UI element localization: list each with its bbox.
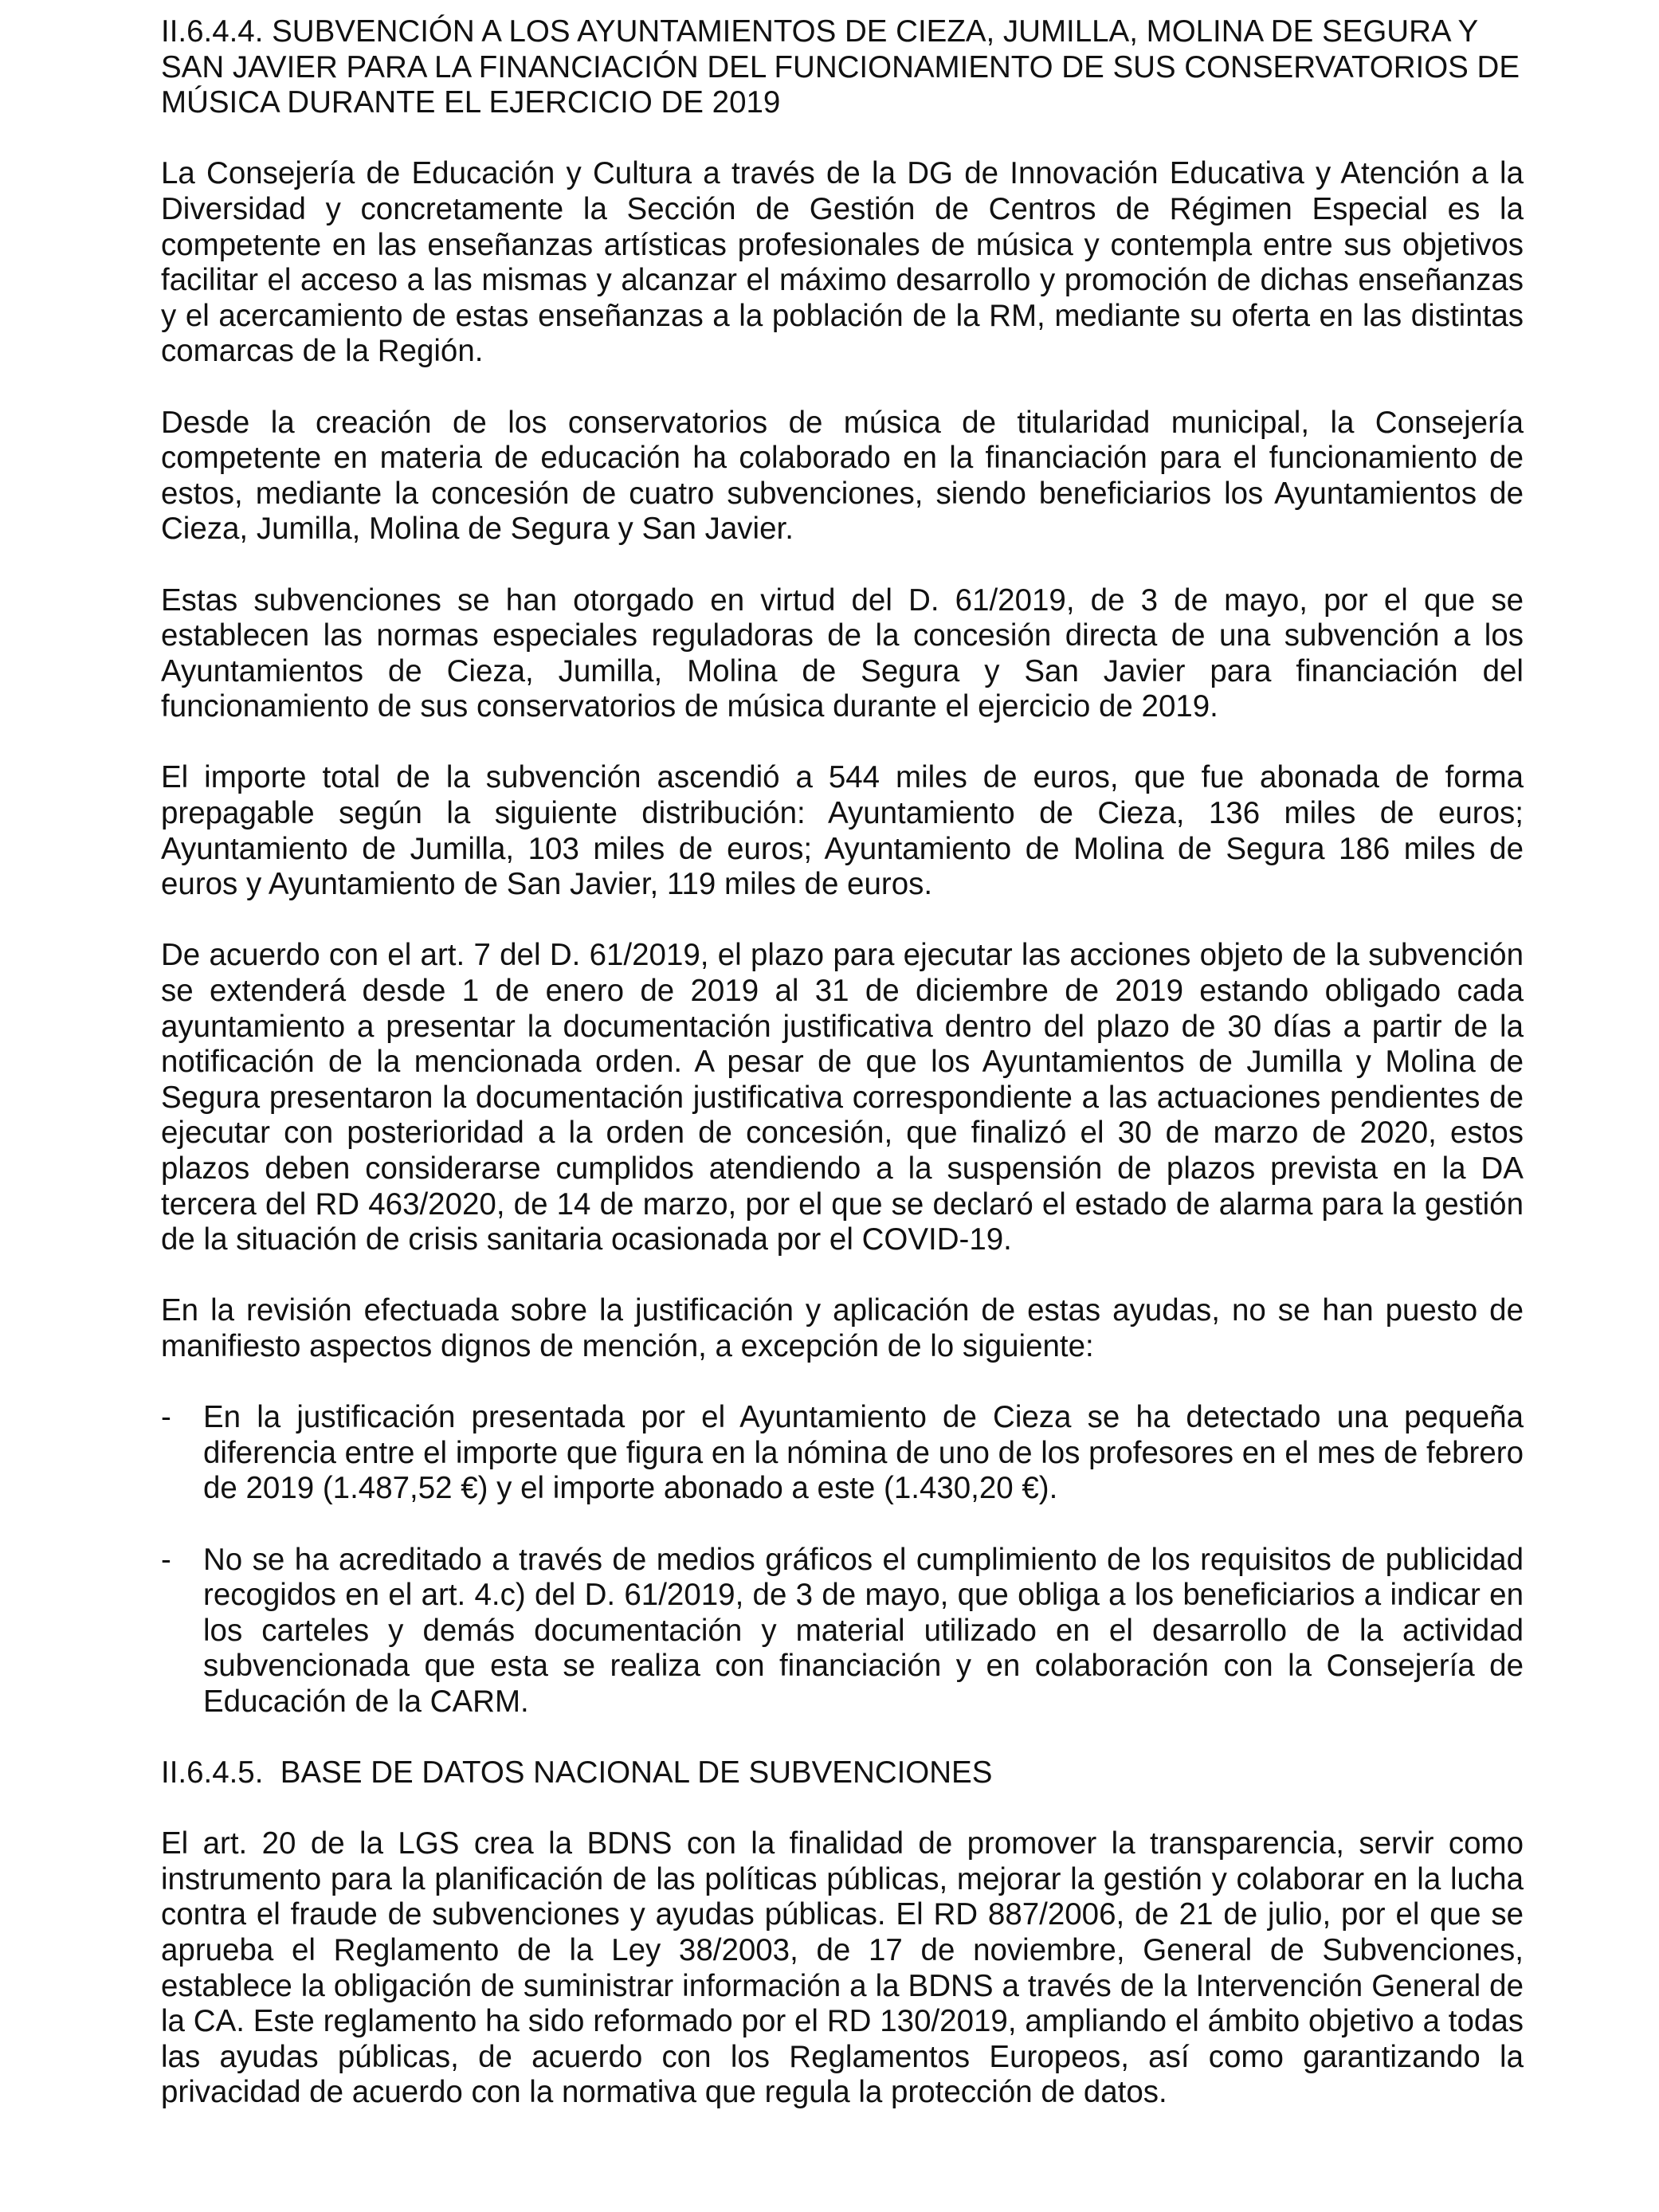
list-item-cieza-nomina: [161, 1400, 1524, 1507]
paragraph-bdns: El art. 20 de la LGS crea la BDNS con la finalidad de promover la transparencia, servir como instrumento para la planificación de las políticas públicas, mejorar la gestión y colaborar en la lucha contra el fraude de subvenciones y ayudas públicas. El RD 887/2006, de 21 de julio, por el que se aprueba el Reglamento de la Ley 38/2003, de 17 de noviembre, General de Subvenciones, establece la obligación de suministrar información a la BDNS a través de la Intervención General de la CA. Este reglamento ha sido reformado por el RD 130/2019, ampliando el ámbito objetivo a todas las ayudas públicas, de acuerdo con los Reglamentos Europeos, así como garantizando la privacidad de acuerdo con la normativa que regula la protección de datos.: [161, 1826, 1524, 2110]
spacer: [161, 725, 1524, 761]
section-heading-ii-6-4-5: II.6.4.5. BASE DE DATOS NACIONAL DE SUBVENCIONES: [161, 1755, 993, 1790]
bullet-text: No se ha acreditado a través de medios gráficos el cumplimiento de los requisitos de publicidad recogidos en el art. 4.c) del D. 61/2019, de 3 de mayo, que obliga a los beneficiarios a indicar en los carteles y demás documentación y material utilizado en el desarrollo de la actividad subvencionada que esta se realiza con financiación y en colaboración con la Consejería de Educación de la CARM.: [203, 1542, 1524, 1719]
spacer: [161, 903, 1524, 939]
paragraph-decreto-61-2019: Estas subvenciones se han otorgado en virtud del D. 61/2019, de 3 de mayo, por el que se establecen las normas especiales reguladoras de la concesión directa de una subvención a los Ayuntamientos de Cieza, Jumilla, Molina de Segura y San Javier para financiación del funcionamiento de sus conservatorios de música durante el ejercicio de 2019.: [161, 582, 1524, 724]
bullet-text: En la justificación presentada por el Ayuntamiento de Cieza se ha detectado una pequeña diferencia entre el importe que figura en la nómina de uno de los profesores en el mes de febrero de 2019 (1.487,52 €) y el importe abonado a este (1.430,20 €).: [203, 1400, 1524, 1506]
spacer: [161, 547, 1524, 583]
list-item-publicidad: [161, 1543, 1524, 1720]
paragraph-conservatorios-municipales: Desde la creación de los conservatorios de música de titularidad municipal, la Consejería competente en materia de educación ha colaborado en la financiación para el funcionamiento de estos, mediante la concesión de cuatro subvenciones, siendo beneficiarios los Ayuntamientos de Cieza, Jumilla, Molina de Segura y San Javier.: [161, 405, 1524, 547]
bullet-dash: -: [161, 1400, 171, 1435]
document-page: [161, 14, 1524, 2111]
spacer: [161, 121, 1524, 157]
bullet-dash: -: [161, 1542, 171, 1577]
section-heading-ii-6-4-4: II.6.4.4. SUBVENCIÓN A LOS AYUNTAMIENTOS DE CIEZA, JUMILLA, MOLINA DE SEGURA Y SAN JAVIER PARA LA FINANCIACIÓN DEL FUNCIONAMIENTO DE SUS CONSERVATORIOS DE MÚSICA DURANTE EL EJERCICIO DE 2019: [161, 14, 1520, 120]
spacer: [161, 370, 1524, 406]
paragraph-revision-efectuada: En la revisión efectuada sobre la justificación y aplicación de estas ayudas, no se han puesto de manifiesto aspectos dignos de mención, a excepción de lo siguiente:: [161, 1293, 1524, 1363]
paragraph-consejeria-competencia: La Consejería de Educación y Cultura a través de la DG de Innovación Educativa y Atención a la Diversidad y concretamente la Sección de Gestión de Centros de Régimen Especial es la competente en las enseñanzas artísticas profesionales de música y contempla entre sus objetivos facilitar el acceso a las mismas y alcanzar el máximo desarrollo y promoción de dichas enseñanzas y el acercamiento de estas enseñanzas a la población de la RM, mediante su oferta en las distintas comarcas de la Región.: [161, 156, 1524, 369]
paragraph-plazo-ejecucion: De acuerdo con el art. 7 del D. 61/2019, el plazo para ejecutar las acciones objeto de la subvención se extenderá desde 1 de enero de 2019 al 31 de diciembre de 2019 estando obligado cada ayuntamiento a presentar la documentación justificativa dentro del plazo de 30 días a partir de la notificación de la mencionada orden. A pesar de que los Ayuntamientos de Jumilla y Molina de Segura presentaron la documentación justificativa correspondiente a las actuaciones pendientes de ejecutar con posterioridad a la orden de concesión, que finalizó el 30 de marzo de 2020, estos plazos deben considerarse cumplidos atendiendo a la suspensión de plazos prevista en la DA tercera del RD 463/2020, de 14 de marzo, por el que se declaró el estado de alarma para la gestión de la situación de crisis sanitaria ocasionada por el COVID-19.: [161, 938, 1524, 1257]
spacer: [161, 1720, 1524, 1756]
paragraph-importe-total: El importe total de la subvención ascendió a 544 miles de euros, que fue abonada de forma prepagable según la siguiente distribución: Ayuntamiento de Cieza, 136 miles de euros; Ayuntamiento de Jumilla, 103 miles de euros; Ayuntamiento de Molina de Segura 186 miles de euros y Ayuntamiento de San Javier, 119 miles de euros.: [161, 760, 1524, 902]
spacer: [161, 1791, 1524, 1827]
spacer: [161, 1258, 1524, 1294]
spacer: [161, 1365, 1524, 1401]
spacer: [161, 1507, 1524, 1543]
